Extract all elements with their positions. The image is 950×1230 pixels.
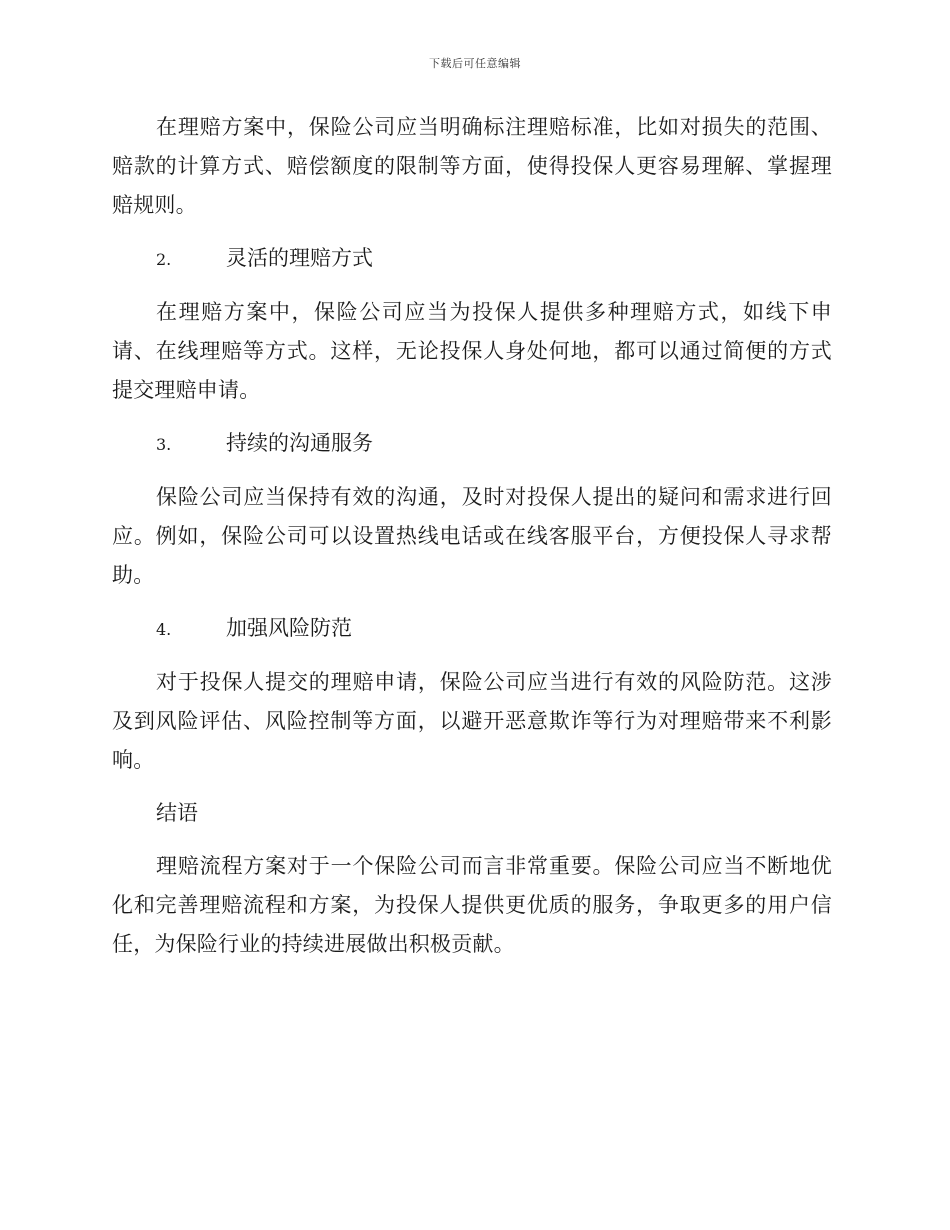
section-title: 加强风险防范 — [226, 616, 352, 640]
section-number: 4. — [156, 620, 172, 639]
paragraph-flexible-claims: 在理赔方案中，保险公司应当为投保人提供多种理赔方式，如线下申请、在线理赔等方式。这样，无论投保人身处何地，都可以通过简便的方式提交理赔申请。 — [112, 300, 832, 402]
section-heading-communication — [112, 424, 832, 464]
section-title: 灵活的理赔方式 — [226, 246, 373, 270]
paragraph-claim-standards: 在理赔方案中，保险公司应当明确标注理赔标准，比如对损失的范围、赔款的计算方式、赔偿额度的限制等方面，使得投保人更容易理解、掌握理赔规则。 — [112, 115, 832, 217]
paragraph-communication: 保险公司应当保持有效的沟通，及时对投保人提出的疑问和需求进行回应。例如，保险公司可以设置热线电话或在线客服平台，方便投保人寻求帮助。 — [112, 485, 832, 587]
paragraph-risk-prevention: 对于投保人提交的理赔申请，保险公司应当进行有效的风险防范。这涉及到风险评估、风险控制等方面，以避开恶意欺诈等行为对理赔带来不利影响。 — [112, 670, 832, 772]
section-number: 3. — [156, 435, 172, 454]
document-body — [112, 108, 832, 978]
conclusion-heading: 结语 — [156, 801, 198, 825]
section-heading-risk-prevention — [112, 609, 832, 649]
paragraph-conclusion: 理赔流程方案对于一个保险公司而言非常重要。保险公司应当不断地优化和完善理赔流程和方案，为投保人提供更优质的服务，争取更多的用户信任，为保险行业的持续进展做出积极贡献。 — [112, 854, 832, 956]
page-header: 下载后可任意编辑 — [429, 57, 521, 70]
section-title: 持续的沟通服务 — [226, 431, 373, 455]
section-number: 2. — [156, 250, 172, 269]
section-heading-flexible-claims — [112, 239, 832, 279]
